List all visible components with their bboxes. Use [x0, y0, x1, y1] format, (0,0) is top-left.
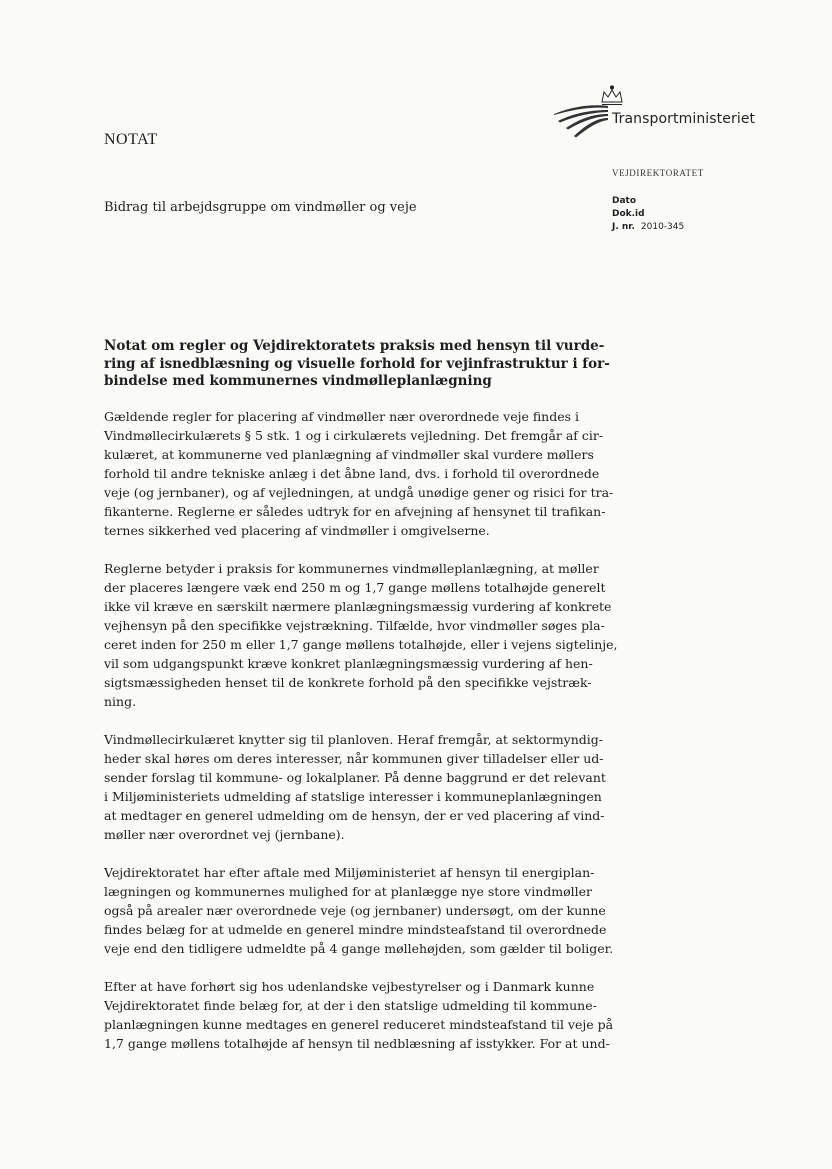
text-line: i Miljøministeriets udmelding af statslige interesser i kommuneplanlægningen — [104, 789, 602, 804]
text-line: ternes sikkerhed ved placering af vindmøller i omgivelserne. — [104, 523, 490, 538]
paragraph — [104, 407, 614, 540]
text-line: ning. — [104, 694, 137, 709]
text-line: Vindmøllecirkulærets § 5 stk. 1 og i cirkulærets vejledning. Det fremgår af cir- — [104, 428, 604, 443]
text-line: heder skal høres om deres interesser, når kommunen giver tilladelser eller ud- — [104, 751, 604, 766]
dokid-label: Dok.id — [612, 209, 645, 219]
text-line: at medtager en generel udmelding om de hensyn, der er ved placering af vind- — [104, 808, 605, 823]
text-line: ikke vil kræve en særskilt nærmere planlægningsmæssig vurdering af konkrete — [104, 599, 612, 614]
text-line: ceret inden for 250 m eller 1,7 gange møllens totalhøjde, eller i vejens sigtelinje, — [104, 637, 618, 652]
heading-line: Notat om regler og Vejdirektoratets praksis med hensyn til vurde- — [104, 338, 605, 354]
text-line: vil som udgangspunkt kræve konkret planlægningsmæssig vurdering af hen- — [104, 656, 593, 671]
text-line: 1,7 gange møllens totalhøjde af hensyn til nedblæsning af isstykker. For at und- — [104, 1036, 610, 1051]
text-line: veje end den tidligere udmeldte på 4 gange møllehøjden, som gælder til boliger. — [104, 941, 614, 956]
document-subject: Bidrag til arbejdsgruppe om vindmøller og veje — [104, 200, 417, 215]
text-line: Vindmøllecirkulæret knytter sig til planloven. Heraf fremgår, at sektormyndig- — [104, 732, 604, 747]
text-line: kulæret, at kommunerne ved planlægning af vindmøller skal vurdere møllers — [104, 447, 594, 462]
ministry-logo — [552, 84, 792, 144]
date-label: Dato — [612, 196, 637, 206]
date-row — [612, 195, 684, 208]
jnr-row — [612, 221, 684, 234]
heading-line: bindelse med kommunernes vindmølleplanlægning — [104, 373, 492, 389]
jnr-value: 2010-345 — [640, 222, 685, 232]
document-body — [104, 407, 618, 1072]
text-line: der placeres længere væk end 250 m og 1,7 gange møllens totalhøjde generelt — [104, 580, 606, 595]
text-line: sigtsmæssigheden henset til de konkrete forhold på den specifikke vejstræk- — [104, 675, 592, 690]
text-line: Gældende regler for placering af vindmøller nær overordnede veje findes i — [104, 409, 580, 424]
jnr-label: J. nr. — [612, 222, 635, 232]
text-line: Reglerne betyder i praksis for kommunernes vindmølleplanlægning, at møller — [104, 561, 599, 576]
text-line: vejhensyn på den specifikke vejstrækning. Tilfælde, hvor vindmøller søges pla- — [104, 618, 605, 633]
heading-line: ring af isnedblæsning og visuelle forhold for vejinfrastruktur i for- — [104, 355, 610, 372]
text-line: også på arealer nær overordnede veje (og jernbaner) undersøgt, om der kunne — [104, 903, 606, 918]
ministry-name: Transportministeriet — [612, 111, 756, 127]
document-type: NOTAT — [104, 131, 158, 148]
paragraph — [104, 730, 606, 844]
paragraph — [104, 977, 614, 1053]
text-line: findes belæg for at udmelde en generel mindre mindsteafstand til overordnede — [104, 922, 607, 937]
document-meta — [612, 195, 684, 234]
dokid-row — [612, 208, 684, 221]
text-line: møller nær overordnet vej (jernbane). — [104, 827, 345, 842]
text-line: Vejdirektoratet har efter aftale med Miljøministeriet af hensyn til energiplan- — [104, 865, 595, 880]
text-line: lægningen og kommunernes mulighed for at planlægge nye store vindmøller — [104, 884, 593, 899]
text-line: forhold til andre tekniske anlæg i det åbne land, dvs. i forhold til overordnede — [104, 466, 600, 481]
paragraph — [104, 863, 614, 958]
agency-name: VEJDIREKTORATET — [612, 168, 704, 178]
text-line: sender forslag til kommune- og lokalplaner. På denne baggrund er det relevant — [104, 770, 606, 785]
paragraph — [104, 559, 618, 711]
document-heading — [104, 338, 610, 391]
text-line: Efter at have forhørt sig hos udenlandske vejbestyrelser og i Danmark kunne — [104, 979, 595, 994]
text-line: planlægningen kunne medtages en generel reduceret mindsteafstand til veje på — [104, 1017, 614, 1032]
text-line: fikanterne. Reglerne er således udtryk for en afvejning af hensynet til trafikan- — [104, 504, 606, 519]
text-line: veje (og jernbaner), og af vejledningen, at undgå unødige gener og risici for tra- — [104, 485, 614, 500]
text-line: Vejdirektoratet finde belæg for, at der i den statslige udmelding til kommune- — [104, 998, 597, 1013]
